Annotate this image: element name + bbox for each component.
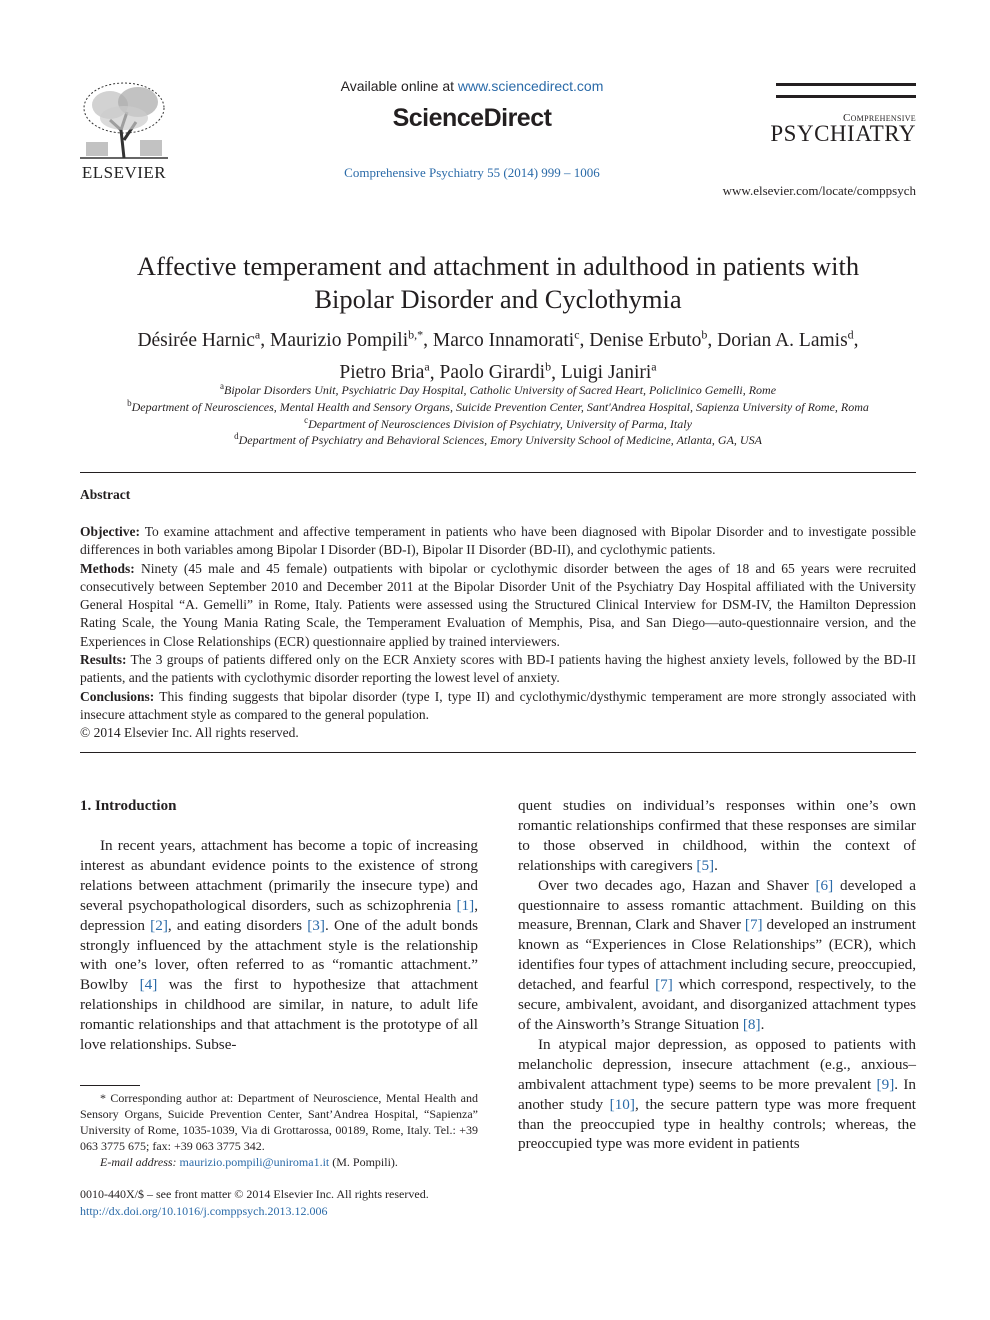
corresponding-author-note: * Corresponding author at: Department of Neuroscience, Mental Health and Sensory Organs, Suicide Prevention Center, Sant’Andrea Hospital, “Sapienza” University of Rome, 1035-1039, Via di Grottarossa, 00189, Rome, Italy. Tel.: +39 063 3775 675; fax: +39 063 3775 342.: [80, 1091, 478, 1153]
available-online: [300, 78, 644, 94]
abstract-heading: Abstract: [80, 487, 131, 502]
intro-column-left: [80, 836, 478, 1055]
divider-bottom: [80, 752, 916, 753]
citation-link[interactable]: [5]: [696, 856, 715, 874]
journal-name-small: Comprehensive: [842, 112, 916, 124]
corresponding-footnote: [80, 1090, 478, 1170]
abstract-results: Results: The 3 groups of patients differed only on the ECR Anxiety scores with BD-I patients having the highest anxiety levels, followed by the BD-II patients, and the patients with cyclothymic disorder reporting the lowest level of anxiety.: [80, 652, 916, 686]
abstract-body: [80, 523, 916, 743]
email-link[interactable]: maurizio.pompili@uniroma1.it: [179, 1155, 330, 1169]
intro-paragraph-1: In recent years, attachment has become a topic of increasing interest as abundant evidence points to the existence of strong relations between attachment (primarily the insecure type) and several psychopathological disorders, such as schizophrenia [1], depression [2], and eating disorders [3]. One of the adult bonds strongly influenced by the attachment style is the relationship with one’s lover, often referred to as “romantic attachment.” Bowlby [4] was the first to hypothesize that attachment relationships in childhood are similar, in nature, to adult life romantic relationships and that attachment is the prototype of all love relationships. Subse-: [80, 837, 478, 1054]
issn-line: 0010-440X/$ – see front matter © 2014 Elsevier Inc. All rights reserved.: [80, 1187, 429, 1201]
citation-link[interactable]: [1]: [456, 896, 475, 914]
title-line-2: Bipolar Disorder and Cyclothymia: [314, 284, 682, 314]
citation-link[interactable]: [10]: [609, 1095, 635, 1113]
sciencedirect-brand: ScienceDirect: [392, 104, 552, 132]
abstract-conclusions: Conclusions: This finding suggests that bipolar disorder (type I, type II) and cyclothymic/dysthymic temperament are more strongly associated with insecure attachment style as compared to the general population.: [80, 688, 916, 722]
author[interactable]: Désirée Harnic$^a$: [137, 327, 261, 351]
article-title: [80, 250, 916, 316]
author[interactable]: Marco Innamorati$^c$: [432, 327, 580, 351]
citation-link[interactable]: [2]: [150, 916, 168, 934]
affiliation: $^b$Department of Neurosciences, Mental Health and Sensory Organs, Suicide Prevention Center, Sant'Andrea Hospital, Sapienza University of Rome, Roma: [127, 398, 869, 414]
section-heading-introduction: 1. Introduction: [80, 798, 177, 814]
abstract-methods: Methods: Ninety (45 male and 45 female) outpatients with bipolar or cyclothymic disorder between the ages of 18 and 65 years were recruited consecutively between September 2010 and December 2011 at the Bipolar Disorder Unit of the Psychiatry Day Hospital affiliated with the University General Hospital “A. Gemelli” in Rome, Italy. Patients were assessed using the Structured Clinical Interview for DSM-IV, the Hamilton Depression Rating Scale, the Young Mania Rating Scale, the Temperament Evaluation of Memphis, Pisa, and San Diego—auto-questionnaire version, and the Experiences in Close Relationships (ECR) questionnaire applied by trained interviewers.: [80, 560, 916, 649]
intro-paragraph-2: Over two decades ago, Hazan and Shaver [6] developed a questionnaire to assess romantic attachment. Building on this measure, Brennan, Clark and Shaver [7] developed an instrument known as “Experiences in Close Relationships” (ECR), which identifies four types of attachment including secure, preoccupied, detached, and fearful [7] which correspond, respectively, to the secure, ambivalent, avoidant, and disorganized attachment types of the Ainsworth’s Strange Situation [8].: [518, 876, 916, 1033]
intro-paragraph-1-continued: quent studies on individual’s responses within one’s own romantic relationships confirmed that these responses are similar to those observed in childhood, within the context of relationships with caregivers [5].: [518, 797, 916, 874]
citation-link[interactable]: [6]: [815, 876, 834, 894]
affiliation: $^d$Department of Psychiatry and Behavioral Sciences, Emory University School of Medicine, Atlanta, GA, USA: [234, 431, 762, 447]
available-prefix: Available online at: [340, 78, 458, 94]
front-matter: [80, 1186, 478, 1219]
citation-link[interactable]: [3]: [307, 916, 325, 934]
author[interactable]: Paolo Girardi$^b$: [439, 359, 552, 383]
intro-column-right: [518, 796, 916, 1154]
author[interactable]: Dorian A. Lamis$^d$: [717, 327, 854, 351]
authors-line-1: Désirée Harnic$^a$, Maurizio Pompili$^{b,*}$, Marco Innamorati$^c$, Denise Erbuto$^b$, Dorian A. Lamis$^d$,: [137, 327, 859, 351]
divider-top: [80, 472, 916, 473]
abstract-copyright: © 2014 Elsevier Inc. All rights reserved.: [80, 725, 299, 741]
intro-paragraph-3: In atypical major depression, as opposed to patients with melancholic depression, insecure attachment (e.g., anxious–ambivalent attachment type) seems to be more prevalent [9]. In another study [10], the secure pattern type was more frequent than the preoccupied type in healthy controls; whereas, the preoccupied type was more evident in patients: [518, 1035, 917, 1153]
title-line-1: Affective temperament and attachment in adulthood in patients with: [136, 251, 860, 281]
footnote-rule: [80, 1085, 140, 1086]
affiliation: $^c$Department of Neurosciences Division of Psychiatry, University of Parma, Italy: [304, 415, 692, 431]
author[interactable]: Maurizio Pompili$^{b,*}$: [270, 327, 424, 351]
citation-link[interactable]: [7]: [744, 916, 763, 934]
citation-link[interactable]: [4]: [139, 976, 158, 994]
journal-citation[interactable]: Comprehensive Psychiatry 55 (2014) 999 – 1006: [344, 165, 600, 180]
email-line: E-mail address: maurizio.pompili@uniroma1.it (M. Pompili).: [100, 1155, 398, 1169]
abstract-objective: Objective: To examine attachment and affective temperament in patients who have been diagnosed with Bipolar Disorder and to investigate possible differences in both variables among Bipolar I Disorder (BD-I), Bipolar II Disorder (BD-II), and cyclothymic patients.: [80, 524, 916, 558]
author[interactable]: Denise Erbuto$^b$: [589, 327, 708, 351]
journal-rule-top: [776, 83, 916, 86]
journal-rule-bottom: [776, 95, 916, 98]
citation-link[interactable]: [8]: [742, 1015, 761, 1033]
author[interactable]: Pietro Bria$^a$: [339, 359, 430, 383]
authors-line-2: Pietro Bria$^a$, Paolo Girardi$^b$, Luigi Janiri$^a$: [339, 359, 657, 383]
author-list: [80, 321, 916, 386]
publisher-name: ELSEVIER: [81, 163, 167, 182]
author[interactable]: Luigi Janiri$^a$: [560, 359, 657, 383]
journal-url[interactable]: www.elsevier.com/locate/comppsych: [722, 183, 916, 198]
citation-link[interactable]: [9]: [876, 1075, 895, 1093]
elsevier-tree-logo: [80, 80, 168, 160]
doi-link[interactable]: http://dx.doi.org/10.1016/j.comppsych.2013.12.006: [80, 1203, 328, 1218]
citation-link[interactable]: [7]: [655, 976, 673, 994]
journal-name-big: PSYCHIATRY: [770, 121, 916, 146]
sciencedirect-link[interactable]: www.sciencedirect.com: [457, 78, 604, 94]
affiliation: $^a$Bipolar Disorders Unit, Psychiatric Day Hospital, Catholic University of Sacred Heart, Policlinico Gemelli, Rome: [219, 381, 777, 397]
